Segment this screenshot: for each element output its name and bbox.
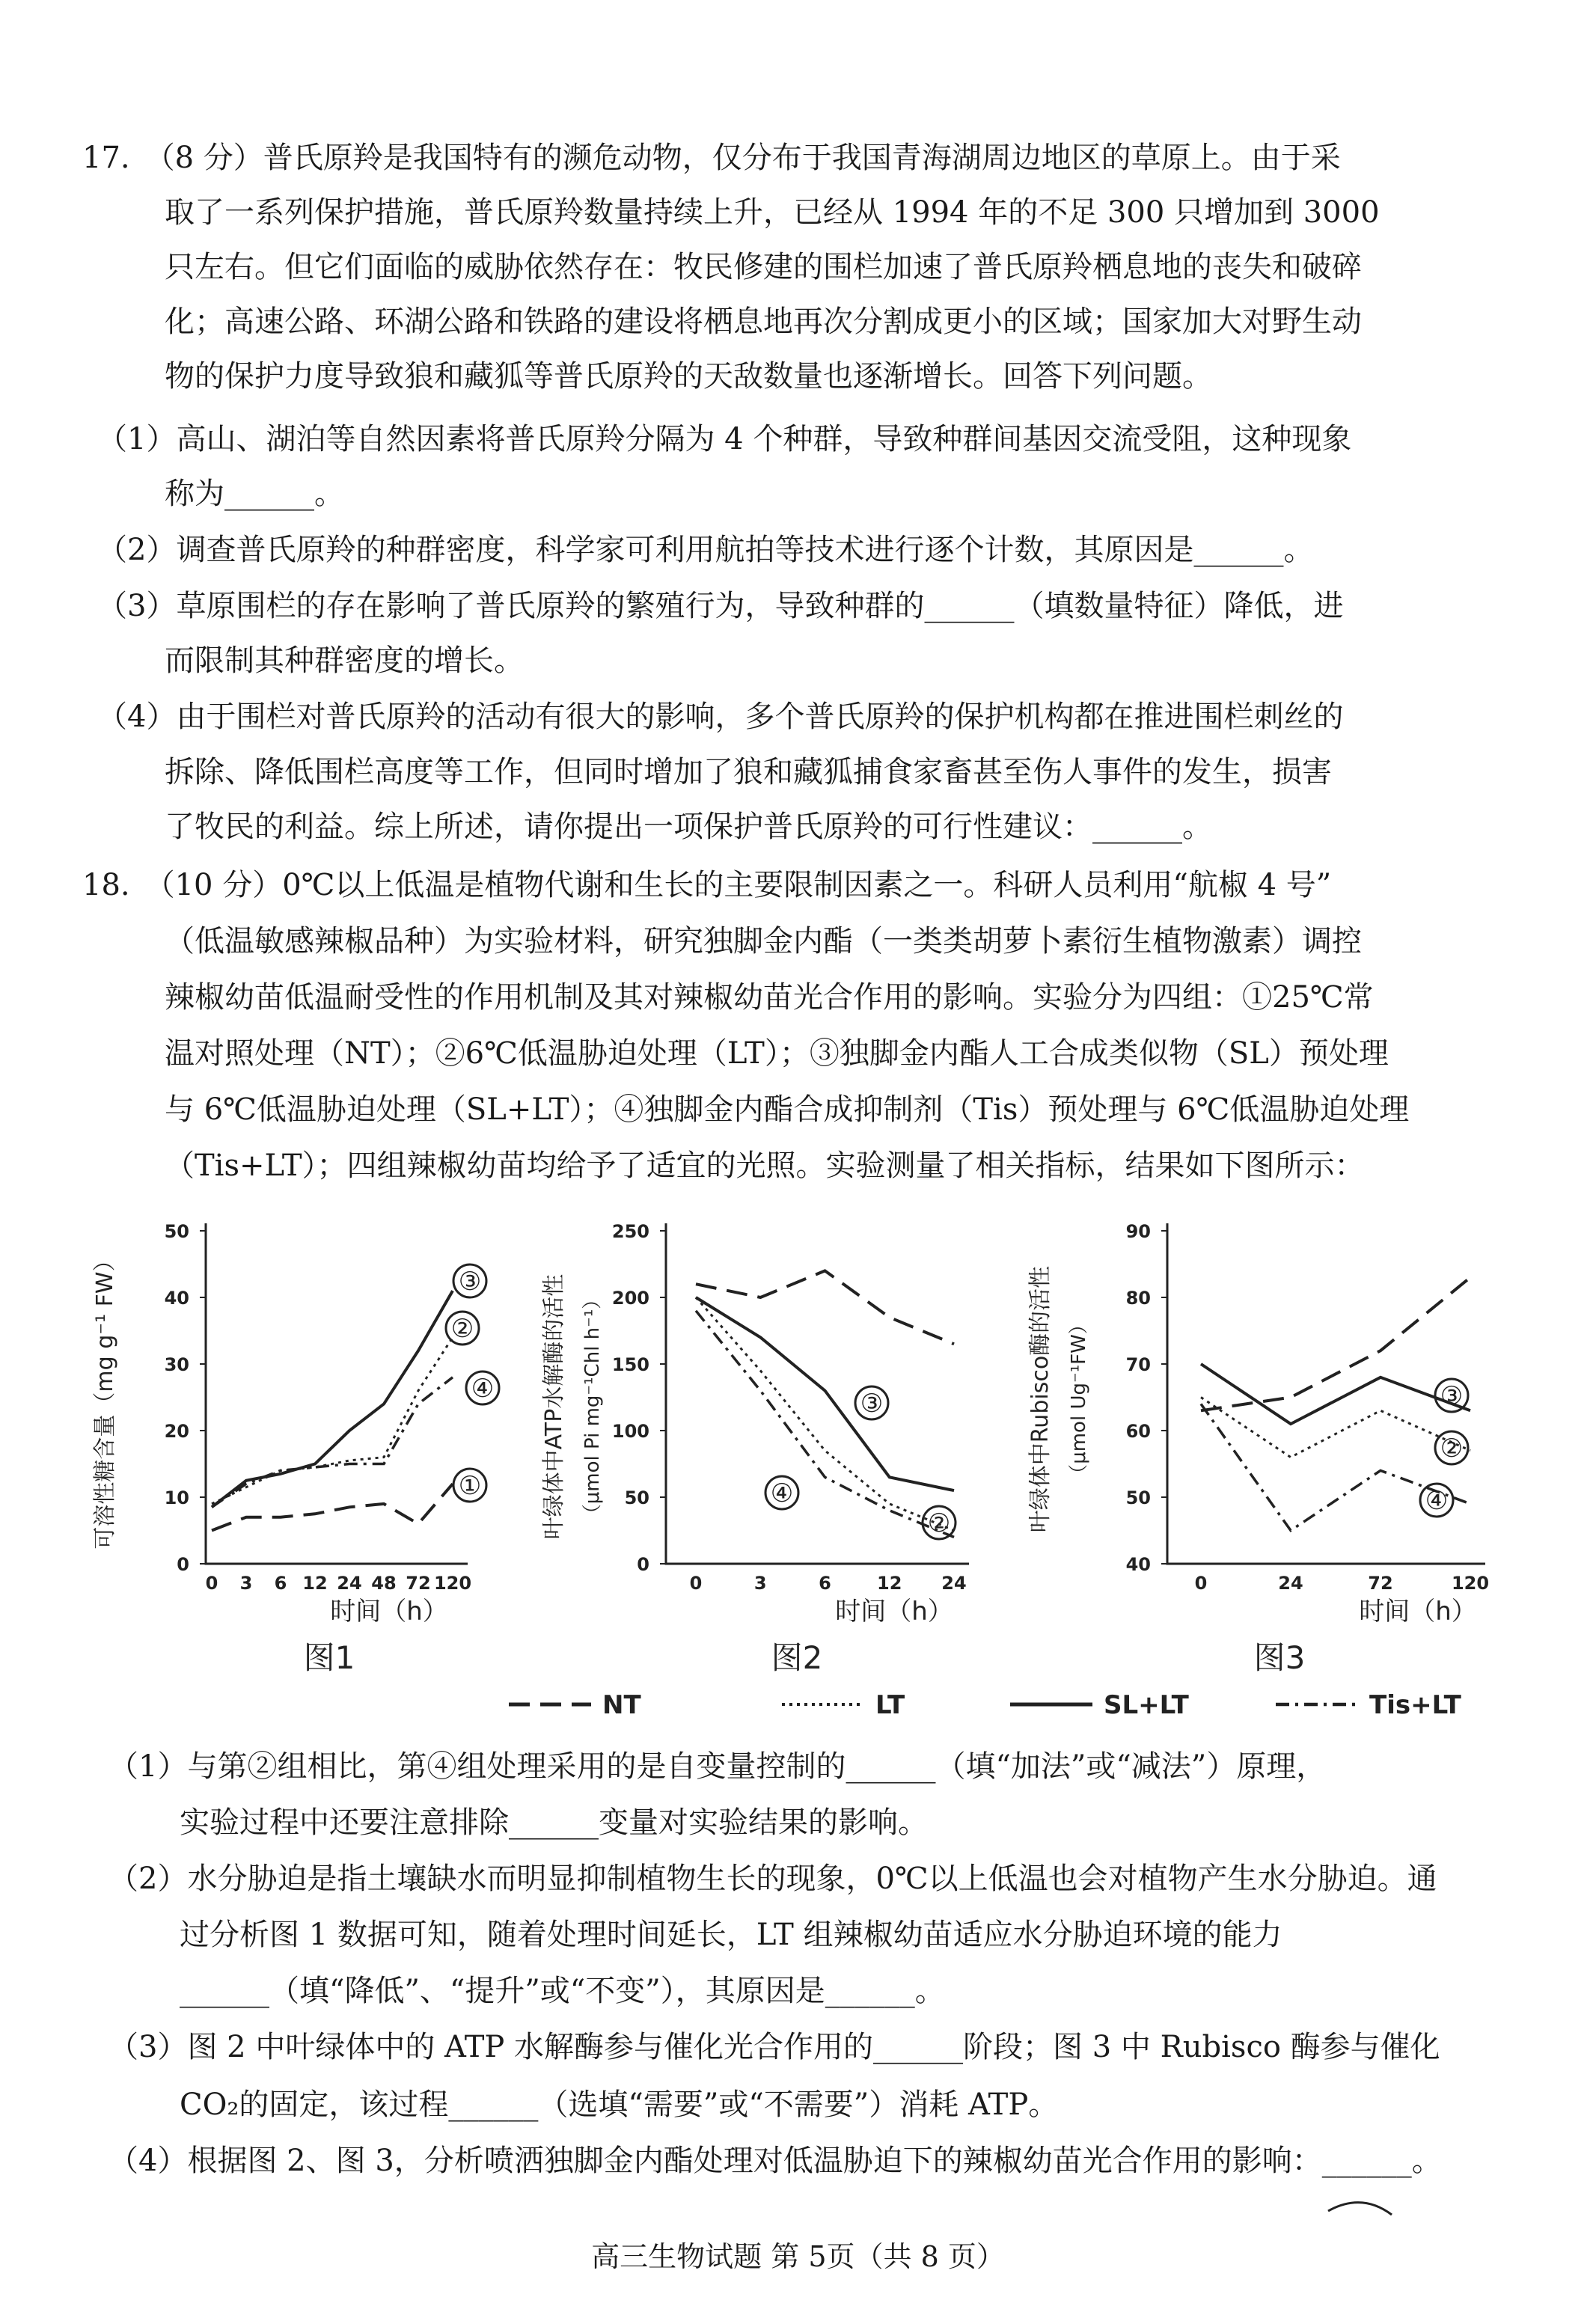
series-line-lt xyxy=(696,1297,954,1531)
text-line: （Tis+LT）；四组辣椒幼苗均给予了适宜的光照。实验测量了相关指标，结果如下图所示： xyxy=(165,1149,1365,1183)
x-tick-label: 72 xyxy=(1368,1573,1393,1594)
series-line-nt xyxy=(212,1484,453,1530)
text-line: （4）由于围栏对普氏原羚的活动有很大的影响，多个普氏原羚的保护机构都在推进围栏刺丝的 xyxy=(97,700,1344,734)
series-line-lt xyxy=(1201,1398,1470,1458)
handwritten-label: ④ xyxy=(770,1478,794,1508)
x-tick-label: 12 xyxy=(877,1573,902,1594)
chart-legend xyxy=(509,1690,1462,1720)
text-line: 称为______。 xyxy=(165,477,344,511)
y-tick-label: 40 xyxy=(1125,1554,1151,1575)
text-line: 取了一系列保护措施，普氏原羚数量持续上升，已经从 1994 年的不足 300 只增加到 3000 xyxy=(165,195,1380,230)
handwritten-label: ② xyxy=(1440,1434,1464,1464)
y-tick-label: 90 xyxy=(1125,1221,1151,1242)
x-axis-label: 时间（h） xyxy=(330,1597,448,1627)
x-tick-label: 3 xyxy=(239,1573,253,1594)
text-line: （4）根据图 2、图 3，分析喷洒独脚金内酯处理对低温胁迫下的辣椒幼苗光合作用的影响：______。 xyxy=(108,2144,1442,2178)
text-line: 温对照处理（NT）；②6℃低温胁迫处理（LT）；③独脚金内酯人工合成类似物（SL）预处理 xyxy=(165,1036,1389,1071)
figure-caption: 图1 xyxy=(303,1639,355,1676)
legend-label: LT xyxy=(875,1690,905,1720)
text-line: 18. （10 分）0℃以上低温是植物代谢和生长的主要限制因素之一。科研人员利用“航椒 4 号” xyxy=(82,868,1332,902)
y-tick-label: 200 xyxy=(611,1288,649,1309)
y-tick-label: 100 xyxy=(611,1421,649,1442)
text-line: 只左右。但它们面临的威胁依然存在：牧民修建的围栏加速了普氏原羚栖息地的丧失和破碎 xyxy=(165,250,1362,284)
text-line: 17. （8 分）普氏原羚是我国特有的濒危动物，仅分布于我国青海湖周边地区的草原上。由于采 xyxy=(82,141,1341,175)
y-tick-label: 10 xyxy=(164,1487,189,1508)
text-line: （低温敏感辣椒品种）为实验材料，研究独脚金内酯（一类类胡萝卜素衍生植物激素）调控 xyxy=(165,924,1362,958)
text-line: 了牧民的利益。综上所述，请你提出一项保护普氏原羚的可行性建议：______。 xyxy=(165,810,1212,844)
y-tick-label: 150 xyxy=(611,1354,649,1375)
handwritten-label: ③ xyxy=(458,1267,482,1297)
text-line: （2）水分胁迫是指土壤缺水而明显抑制植物生长的现象，0℃以上低温也会对植物产生水分胁迫。通 xyxy=(108,1862,1437,1896)
handwritten-label: ② xyxy=(927,1508,951,1538)
y-axis-unit: （μmol Ug⁻¹FW） xyxy=(1068,1315,1090,1484)
page-footer: 高三生物试题 第 5页（共 8 页） xyxy=(591,2240,1005,2273)
legend-label: Tis+LT xyxy=(1369,1690,1461,1720)
figure-caption: 图2 xyxy=(771,1639,823,1676)
x-tick-label: 6 xyxy=(819,1573,831,1594)
x-tick-label: 120 xyxy=(1451,1573,1490,1594)
y-axis-label: 叶绿体中Rubisco酶的活性 xyxy=(1027,1265,1054,1533)
y-axis-label: 可溶性糖含量（mg g⁻¹ FW） xyxy=(92,1249,118,1550)
y-tick-label: 40 xyxy=(164,1288,189,1309)
text-line: （2）调查普氏原羚的种群密度，科学家可利用航拍等技术进行逐个计数，其原因是______。 xyxy=(97,533,1314,567)
x-tick-label: 6 xyxy=(274,1573,287,1594)
y-tick-label: 50 xyxy=(164,1221,189,1242)
y-tick-label: 60 xyxy=(1125,1421,1151,1442)
legend-label: SL+LT xyxy=(1104,1690,1189,1720)
text-line: 化；高速公路、环湖公路和铁路的建设将栖息地再次分割成更小的区域；国家加大对野生动 xyxy=(165,305,1362,339)
chart-2 xyxy=(541,1221,969,1676)
x-axis-label: 时间（h） xyxy=(835,1597,953,1627)
y-tick-label: 80 xyxy=(1125,1288,1151,1309)
handwritten-label: ④ xyxy=(471,1374,495,1404)
series-line-nt xyxy=(696,1270,954,1344)
y-tick-label: 250 xyxy=(611,1221,649,1242)
y-tick-label: 70 xyxy=(1125,1354,1151,1375)
text-line: 辣椒幼苗低温耐受性的作用机制及其对辣椒幼苗光合作用的影响。实验分为四组：①25℃常 xyxy=(165,980,1374,1015)
figure-caption: 图3 xyxy=(1253,1639,1306,1676)
series-line-sl-lt xyxy=(696,1297,954,1490)
text-line: （1）与第②组相比，第④组处理采用的是自变量控制的______（填“加法”或“减法”）原理， xyxy=(108,1749,1327,1784)
x-tick-label: 48 xyxy=(371,1573,397,1594)
y-tick-label: 0 xyxy=(177,1554,189,1575)
handwritten-label: ② xyxy=(450,1314,474,1344)
x-tick-label: 0 xyxy=(689,1573,703,1594)
text-line: 而限制其种群密度的增长。 xyxy=(165,643,524,678)
x-tick-label: 120 xyxy=(433,1573,472,1594)
text-line: （3）图 2 中叶绿体中的 ATP 水解酶参与催化光合作用的______阶段；图 3 中 Rubisco 酶参与催化 xyxy=(108,2030,1440,2064)
series-line-sl-lt xyxy=(212,1291,453,1507)
x-tick-label: 12 xyxy=(302,1573,328,1594)
text-line: 与 6℃低温胁迫处理（SL+LT）；④独脚金内酯合成抑制剂（Tis）预处理与 6℃低温胁迫处理 xyxy=(165,1092,1410,1127)
handwritten-label: ③ xyxy=(1440,1381,1464,1411)
x-tick-label: 24 xyxy=(337,1573,362,1594)
handwritten-mark xyxy=(1328,2203,1392,2215)
x-axis-label: 时间（h） xyxy=(1359,1597,1477,1627)
y-tick-label: 0 xyxy=(637,1554,649,1575)
y-tick-label: 30 xyxy=(164,1354,189,1375)
text-line: 实验过程中还要注意排除______变量对实验结果的影响。 xyxy=(180,1805,928,1840)
chart-1 xyxy=(92,1221,499,1676)
series-line-tis-lt xyxy=(212,1377,453,1508)
x-tick-label: 0 xyxy=(205,1573,218,1594)
x-tick-label: 3 xyxy=(753,1573,767,1594)
text-line: 拆除、降低围栏高度等工作，但同时增加了狼和藏狐捕食家畜甚至伤人事件的发生，损害 xyxy=(165,755,1332,789)
handwritten-label: ① xyxy=(458,1471,482,1501)
y-axis-unit: （μmol Pi mg⁻¹Chl h⁻¹） xyxy=(581,1289,604,1524)
text-line: CO₂的固定，该过程______（选填“需要”或“不需要”）消耗 ATP。 xyxy=(180,2088,1059,2122)
text-line: （3）草原围栏的存在影响了普氏原羚的繁殖行为，导致种群的______（填数量特征）降低，进 xyxy=(97,589,1344,623)
y-axis-label: 叶绿体中ATP水解酶的活性 xyxy=(541,1273,567,1540)
y-tick-label: 50 xyxy=(1125,1487,1151,1508)
legend-label: NT xyxy=(602,1690,641,1720)
text-line: ______（填“降低”、“提升”或“不变”），其原因是______。 xyxy=(180,1974,945,2008)
text-line: 物的保护力度导致狼和藏狐等普氏原羚的天敌数量也逐渐增长。回答下列问题。 xyxy=(165,359,1212,394)
y-tick-label: 50 xyxy=(624,1487,649,1508)
y-tick-label: 20 xyxy=(164,1421,189,1442)
series-line-tis-lt xyxy=(696,1311,954,1538)
text-line: 过分析图 1 数据可知，随着处理时间延长，LT 组辣椒幼苗适应水分胁迫环境的能力 xyxy=(180,1918,1282,1952)
x-tick-label: 24 xyxy=(941,1573,967,1594)
chart-3 xyxy=(1027,1221,1489,1676)
x-tick-label: 72 xyxy=(406,1573,431,1594)
x-tick-label: 24 xyxy=(1278,1573,1303,1594)
handwritten-label: ④ xyxy=(1425,1486,1449,1516)
x-tick-label: 0 xyxy=(1194,1573,1208,1594)
handwritten-label: ③ xyxy=(860,1389,884,1419)
text-line: （1）高山、湖泊等自然因素将普氏原羚分隔为 4 个种群，导致种群间基因交流受阻，这种现象 xyxy=(97,422,1352,456)
